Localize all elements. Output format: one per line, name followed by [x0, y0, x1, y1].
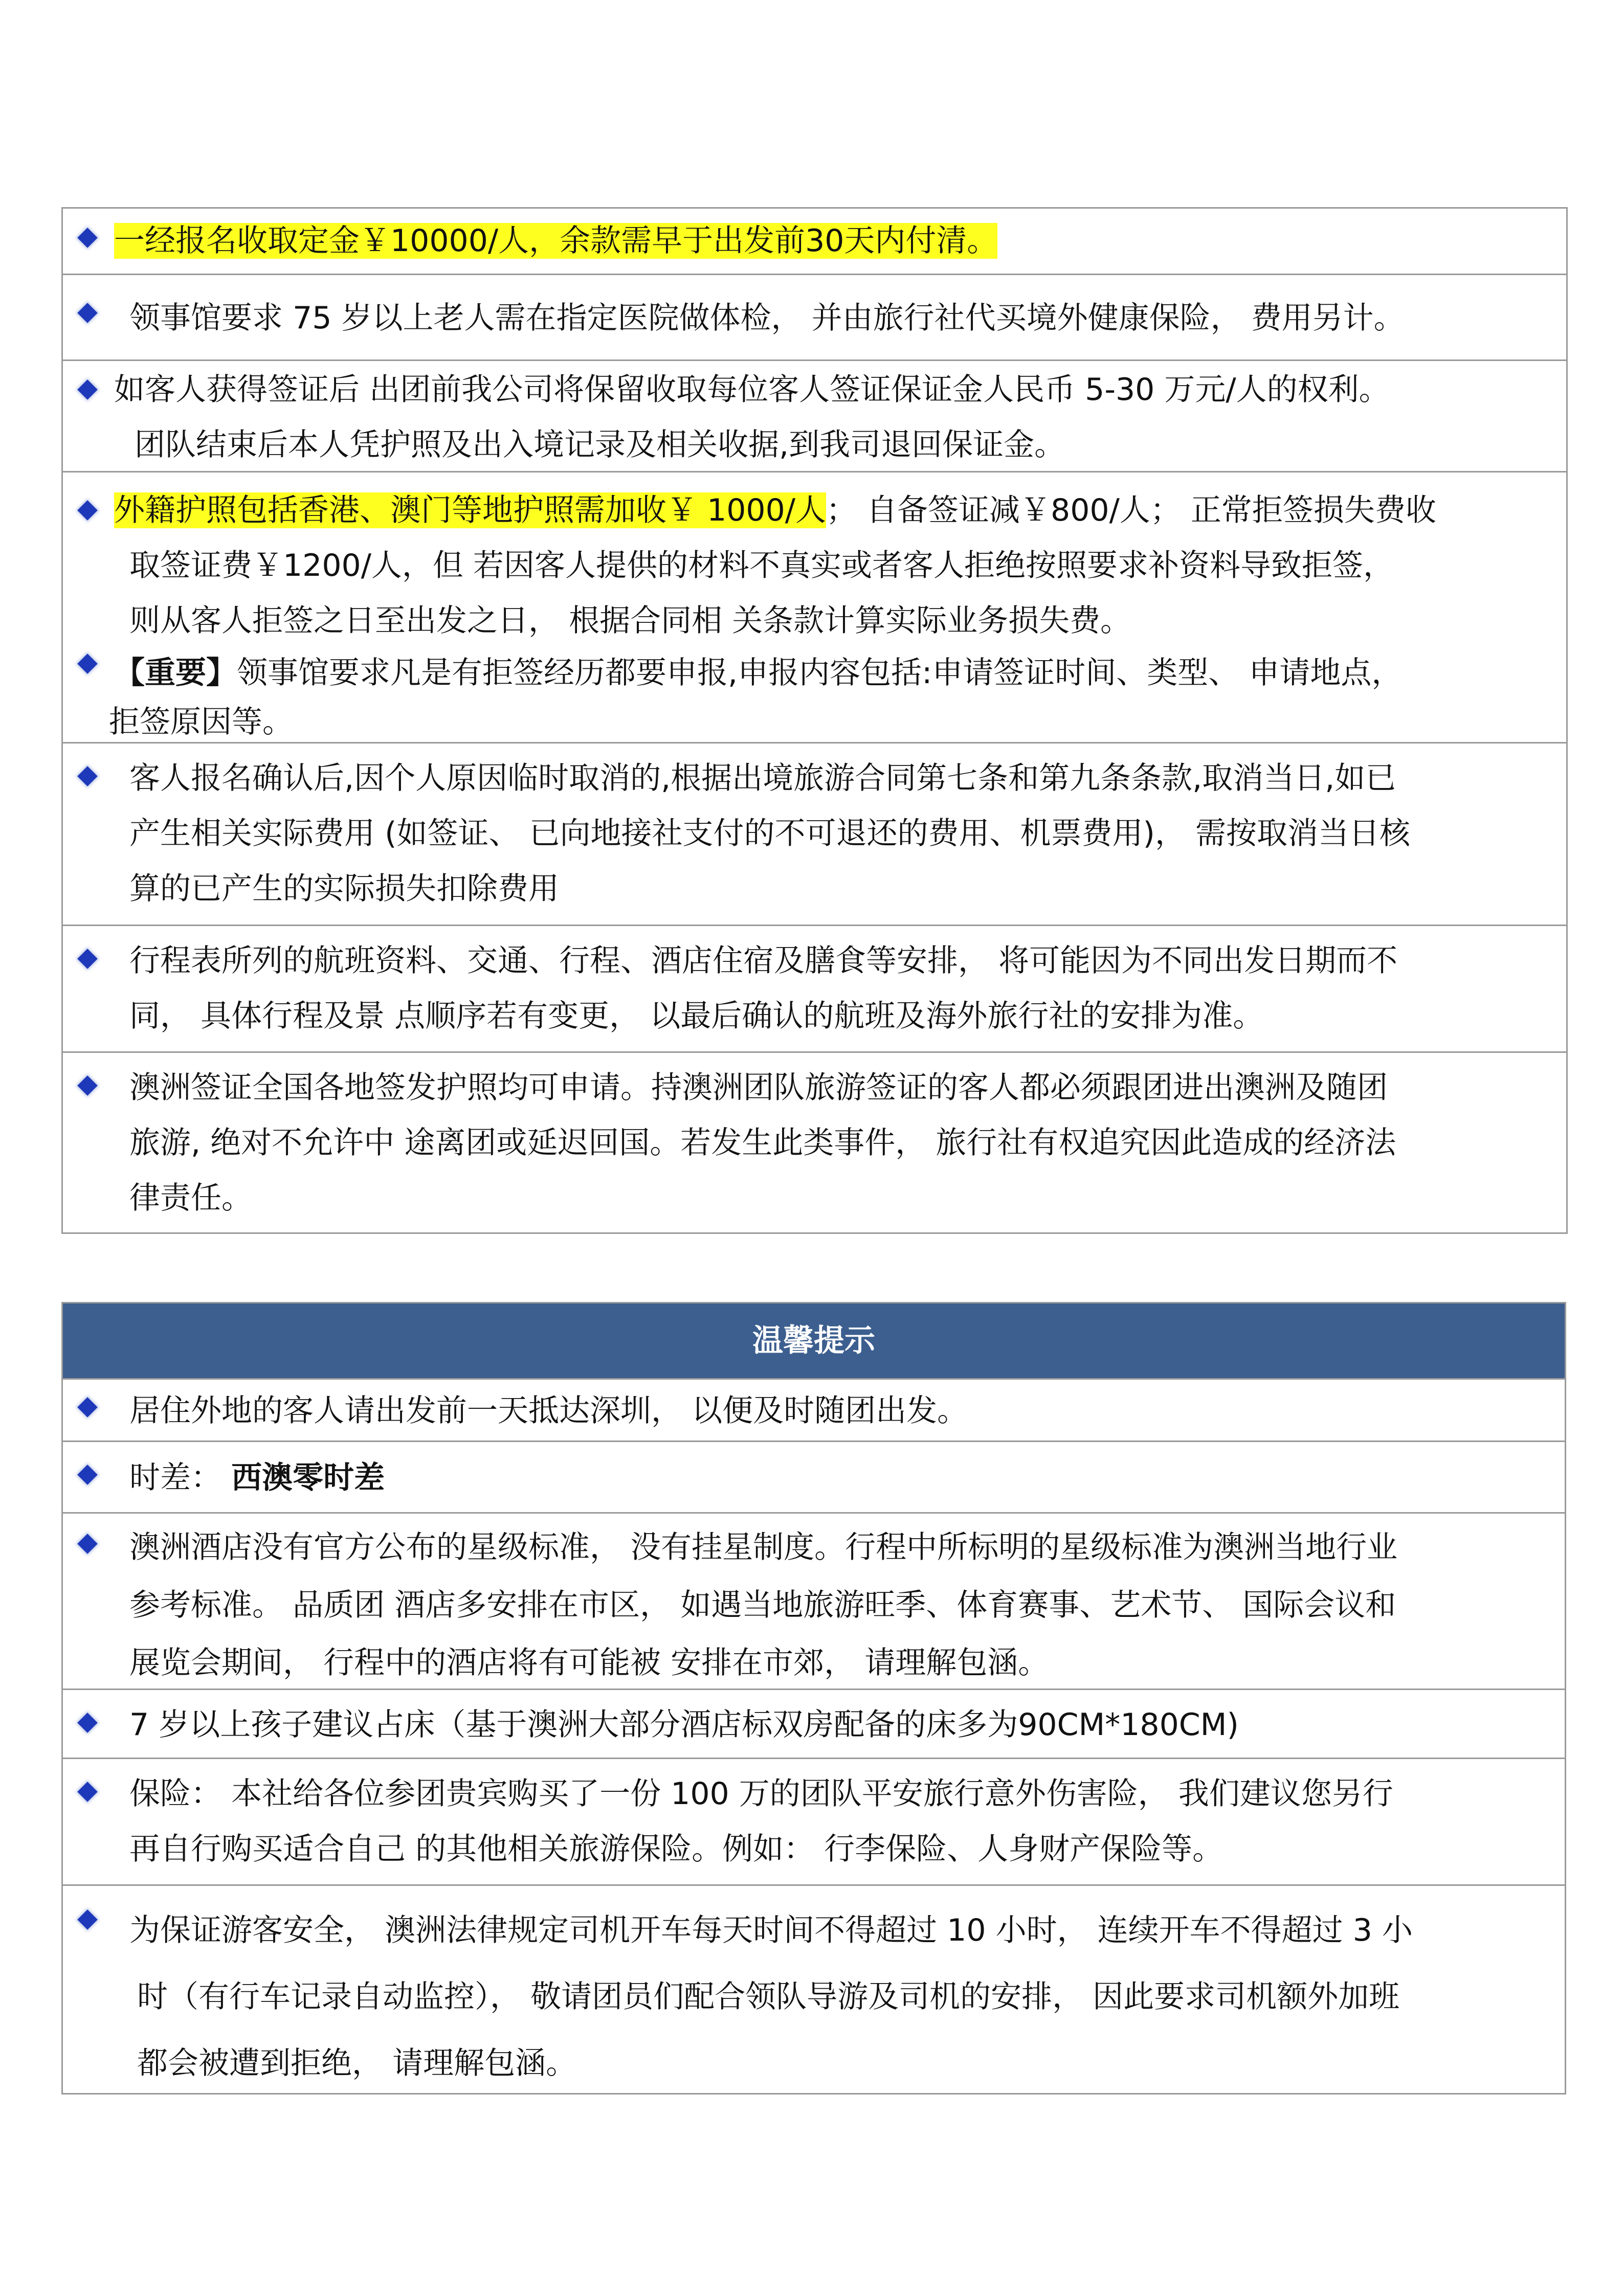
list-item-text: 领事馆要求 75 岁以上老人需在指定医院做体检， 并由旅行社代买境外健康保险， 费用另计。	[129, 300, 1405, 336]
bullet-diamond-icon	[77, 228, 98, 248]
list-item-text: 保险： 本社给各位参团贵宾购买了一份 100 万的团队平安旅行意外伤害险， 我们建议您另行	[129, 1776, 1393, 1812]
list-item-text: 客人报名确认后,因个人原因临时取消的,根据出境旅游合同第七条和第九条条款,取消当日,如已	[129, 760, 1396, 796]
list-item-text: 则从客人拒签之日至出发之日， 根据合同相 关条款计算实际业务损失费。	[129, 603, 1131, 639]
time-diff-label: 时差：	[129, 1460, 221, 1496]
tips-row-arrival	[63, 1378, 1565, 1440]
list-item-text: 行程表所列的航班资料、交通、行程、酒店住宿及膳食等安排， 将可能因为不同出发日期而不	[129, 943, 1398, 979]
list-item-text	[114, 1450, 1549, 1505]
bullet-diamond-icon	[77, 1397, 98, 1417]
list-item-text: 澳洲签证全国各地签发护照均可申请。持澳洲团队旅游签证的客人都必须跟团进出澳洲及随团	[129, 1070, 1388, 1106]
bullet-diamond-icon	[77, 1534, 98, 1554]
tips-row-child-bed	[63, 1689, 1565, 1758]
tips-row-hotel-rating	[63, 1512, 1565, 1689]
list-item-text	[114, 213, 1551, 268]
bullet-diamond-icon	[77, 1465, 98, 1485]
list-item-text	[114, 483, 1551, 538]
list-item-text: 团队结束后本人凭护照及出入境记录及相关收据,到我司退回保证金。	[135, 427, 1065, 463]
bullet-diamond-icon	[77, 1075, 98, 1096]
list-item-text: 产生相关实际费用 (如签证、 已向地接社支付的不可退还的费用、机票费用)， 需按取消当日核	[129, 816, 1411, 851]
terms-row-australia-visa	[63, 1051, 1566, 1232]
terms-row-foreign-passport	[63, 471, 1566, 742]
list-item-text: 律责任。	[129, 1180, 252, 1216]
terms-row-cancellation	[63, 742, 1566, 925]
bullet-diamond-icon	[77, 949, 98, 969]
bullet-diamond-icon	[77, 654, 98, 674]
terms-row-deposit	[63, 209, 1566, 274]
bullet-diamond-icon	[77, 303, 98, 323]
highlighted-text: 外籍护照包括香港、澳门等地护照需加收￥ 1000/人	[114, 492, 826, 528]
list-item-text: 算的已产生的实际损失扣除费用	[129, 871, 559, 907]
tips-row-insurance	[63, 1758, 1565, 1884]
tips-row-time-difference	[63, 1440, 1565, 1512]
tips-title: 温馨提示	[63, 1303, 1565, 1378]
bullet-diamond-icon	[77, 1713, 98, 1733]
bullet-diamond-icon	[77, 500, 98, 521]
list-item-text: 7 岁以上孩子建议占床（基于澳洲大部分酒店标双房配备的床多为90CM*180CM)	[129, 1707, 1239, 1743]
bullet-diamond-icon	[77, 1782, 98, 1802]
list-item-text: 参考标准。 品质团 酒店多安排在市区， 如遇当地旅游旺季、体育赛事、艺术节、 国际会议和	[129, 1587, 1396, 1623]
list-item-text: 居住外地的客人请出发前一天抵达深圳， 以便及时随团出发。	[129, 1393, 968, 1429]
list-item-important	[114, 648, 1551, 697]
list-item-text: 都会被遭到拒绝， 请理解包涵。	[137, 2045, 577, 2081]
bullet-diamond-icon	[77, 766, 98, 786]
list-item-text: 如客人获得签证后 出团前我公司将保留收取每位客人签证保证金人民币 5-30 万元/人的权利。	[114, 372, 1390, 408]
list-item-text: 旅游, 绝对不允许中 途离团或延迟回国。若发生此类事件， 旅行社有权追究因此造成的经济法	[129, 1125, 1396, 1161]
list-item-text: 再自行购买适合自己 的其他相关旅游保险。例如： 行李保险、人身财产保险等。	[129, 1831, 1223, 1867]
list-item-text: 拒签原因等。	[109, 704, 293, 740]
important-label: 【重要】	[114, 655, 237, 691]
important-text: 领事馆要求凡是有拒签经历都要申报,申报内容包括:申请签证时间、类型、 申请地点，	[237, 655, 1403, 691]
tips-table	[61, 1302, 1566, 2095]
terms-row-elderly	[63, 274, 1566, 359]
bullet-diamond-icon	[77, 379, 98, 400]
list-item-text: 同， 具体行程及景 点顺序若有变更， 以最后确认的航班及海外旅行社的安排为准。	[129, 998, 1264, 1034]
bullet-diamond-icon	[77, 1909, 98, 1930]
time-diff-value: 西澳零时差	[231, 1460, 385, 1496]
list-item-text: 取签证费￥1200/人，但 若因客人提供的材料不真实或者客人拒绝按照要求补资料导致拒签，	[129, 548, 1394, 583]
list-item-text: 澳洲酒店没有官方公布的星级标准， 没有挂星制度。行程中所标明的星级标准为澳洲当地行业	[129, 1529, 1398, 1565]
list-item-text-rest: ； 自备签证减￥800/人； 正常拒签损失费收	[826, 492, 1436, 528]
list-item-text: 为保证游客安全， 澳洲法律规定司机开车每天时间不得超过 10 小时， 连续开车不得超过 3 小	[129, 1912, 1413, 1948]
terms-row-visa-deposit	[63, 359, 1566, 471]
list-item-text: 展览会期间， 行程中的酒店将有可能被 安排在市郊， 请理解包涵。	[129, 1645, 1049, 1681]
list-item-text: 时（有行车记录自动监控）， 敬请团员们配合领队导游及司机的安排， 因此要求司机额外加班	[137, 1979, 1400, 2015]
tips-row-driver-hours	[63, 1884, 1565, 2093]
terms-table	[61, 207, 1568, 1234]
terms-row-itinerary-change	[63, 925, 1566, 1051]
highlighted-text: 一经报名收取定金￥10000/人，余款需早于出发前30天内付清。	[114, 223, 998, 259]
